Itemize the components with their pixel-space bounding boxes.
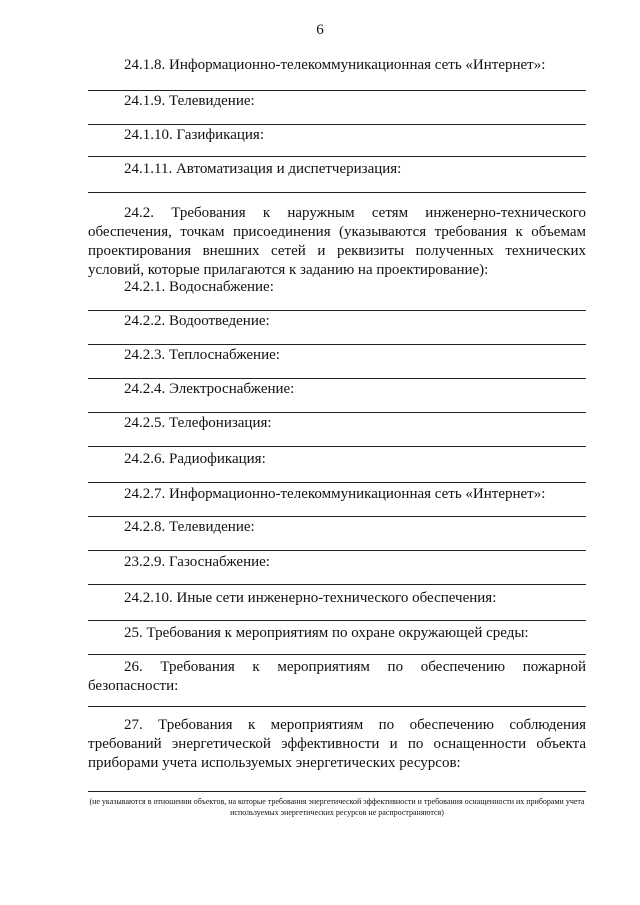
fill-line — [88, 90, 586, 91]
fill-line — [88, 310, 586, 311]
footnote: (не указываются в отношении объектов, на которые требования энергетической эффективности и требования оснащенности их приборами учета используемых энергетических ресурсов не распространяются) — [89, 797, 585, 817]
fill-line — [88, 156, 586, 157]
fill-line — [88, 516, 586, 517]
fill-line — [88, 550, 586, 551]
paragraph-26: 26. Требования к мероприятиям по обеспечению пожарной безопасности: — [88, 659, 586, 694]
item-24-2-3: 24.2.3. Теплоснабжение: — [124, 347, 280, 363]
fill-line — [88, 412, 586, 413]
item-24-2-8: 24.2.8. Телевидение: — [124, 519, 255, 535]
fill-line — [88, 791, 586, 792]
fill-line — [88, 620, 586, 621]
paragraph-27: 27. Требования к мероприятиям по обеспечению соблюдения требований энергетической эффективности и по оснащенности объекта приборами учета используемых энергетических ресурсов: — [88, 717, 586, 771]
item-24-2-10: 24.2.10. Иные сети инженерно-технического обеспечения: — [124, 590, 497, 606]
fill-line — [88, 482, 586, 483]
fill-line — [88, 706, 586, 707]
item-24-2-2: 24.2.2. Водоотведение: — [124, 313, 270, 329]
fill-line — [88, 446, 586, 447]
fill-line — [88, 124, 586, 125]
paragraph-24-2: 24.2. Требования к наружным сетям инженерно-технического обеспечения, точкам присоединения (указываются требования к объемам проектирования внешних сетей и реквизиты полученных технических условий, которые прилагаются к заданию на проектирование): — [88, 205, 586, 278]
item-24-2-4: 24.2.4. Электроснабжение: — [124, 381, 295, 397]
page-number: 6 — [316, 22, 324, 38]
item-24-2-6: 24.2.6. Радиофикация: — [124, 451, 266, 467]
item-24-1-10: 24.1.10. Газификация: — [124, 127, 264, 143]
item-24-2-7: 24.2.7. Информационно-телекоммуникационная сеть «Интернет»: — [124, 486, 546, 502]
fill-line — [88, 192, 586, 193]
item-23-2-9: 23.2.9. Газоснабжение: — [124, 554, 270, 570]
item-24-2-1: 24.2.1. Водоснабжение: — [124, 279, 274, 295]
item-24-1-8: 24.1.8. Информационно-телекоммуникационная сеть «Интернет»: — [124, 57, 546, 73]
fill-line — [88, 654, 586, 655]
item-25: 25. Требования к мероприятиям по охране окружающей среды: — [124, 625, 529, 641]
item-24-2-5: 24.2.5. Телефонизация: — [124, 415, 272, 431]
fill-line — [88, 344, 586, 345]
fill-line — [88, 584, 586, 585]
fill-line — [88, 378, 586, 379]
item-24-1-11: 24.1.11. Автоматизация и диспетчеризация: — [124, 161, 402, 177]
item-24-1-9: 24.1.9. Телевидение: — [124, 93, 255, 109]
